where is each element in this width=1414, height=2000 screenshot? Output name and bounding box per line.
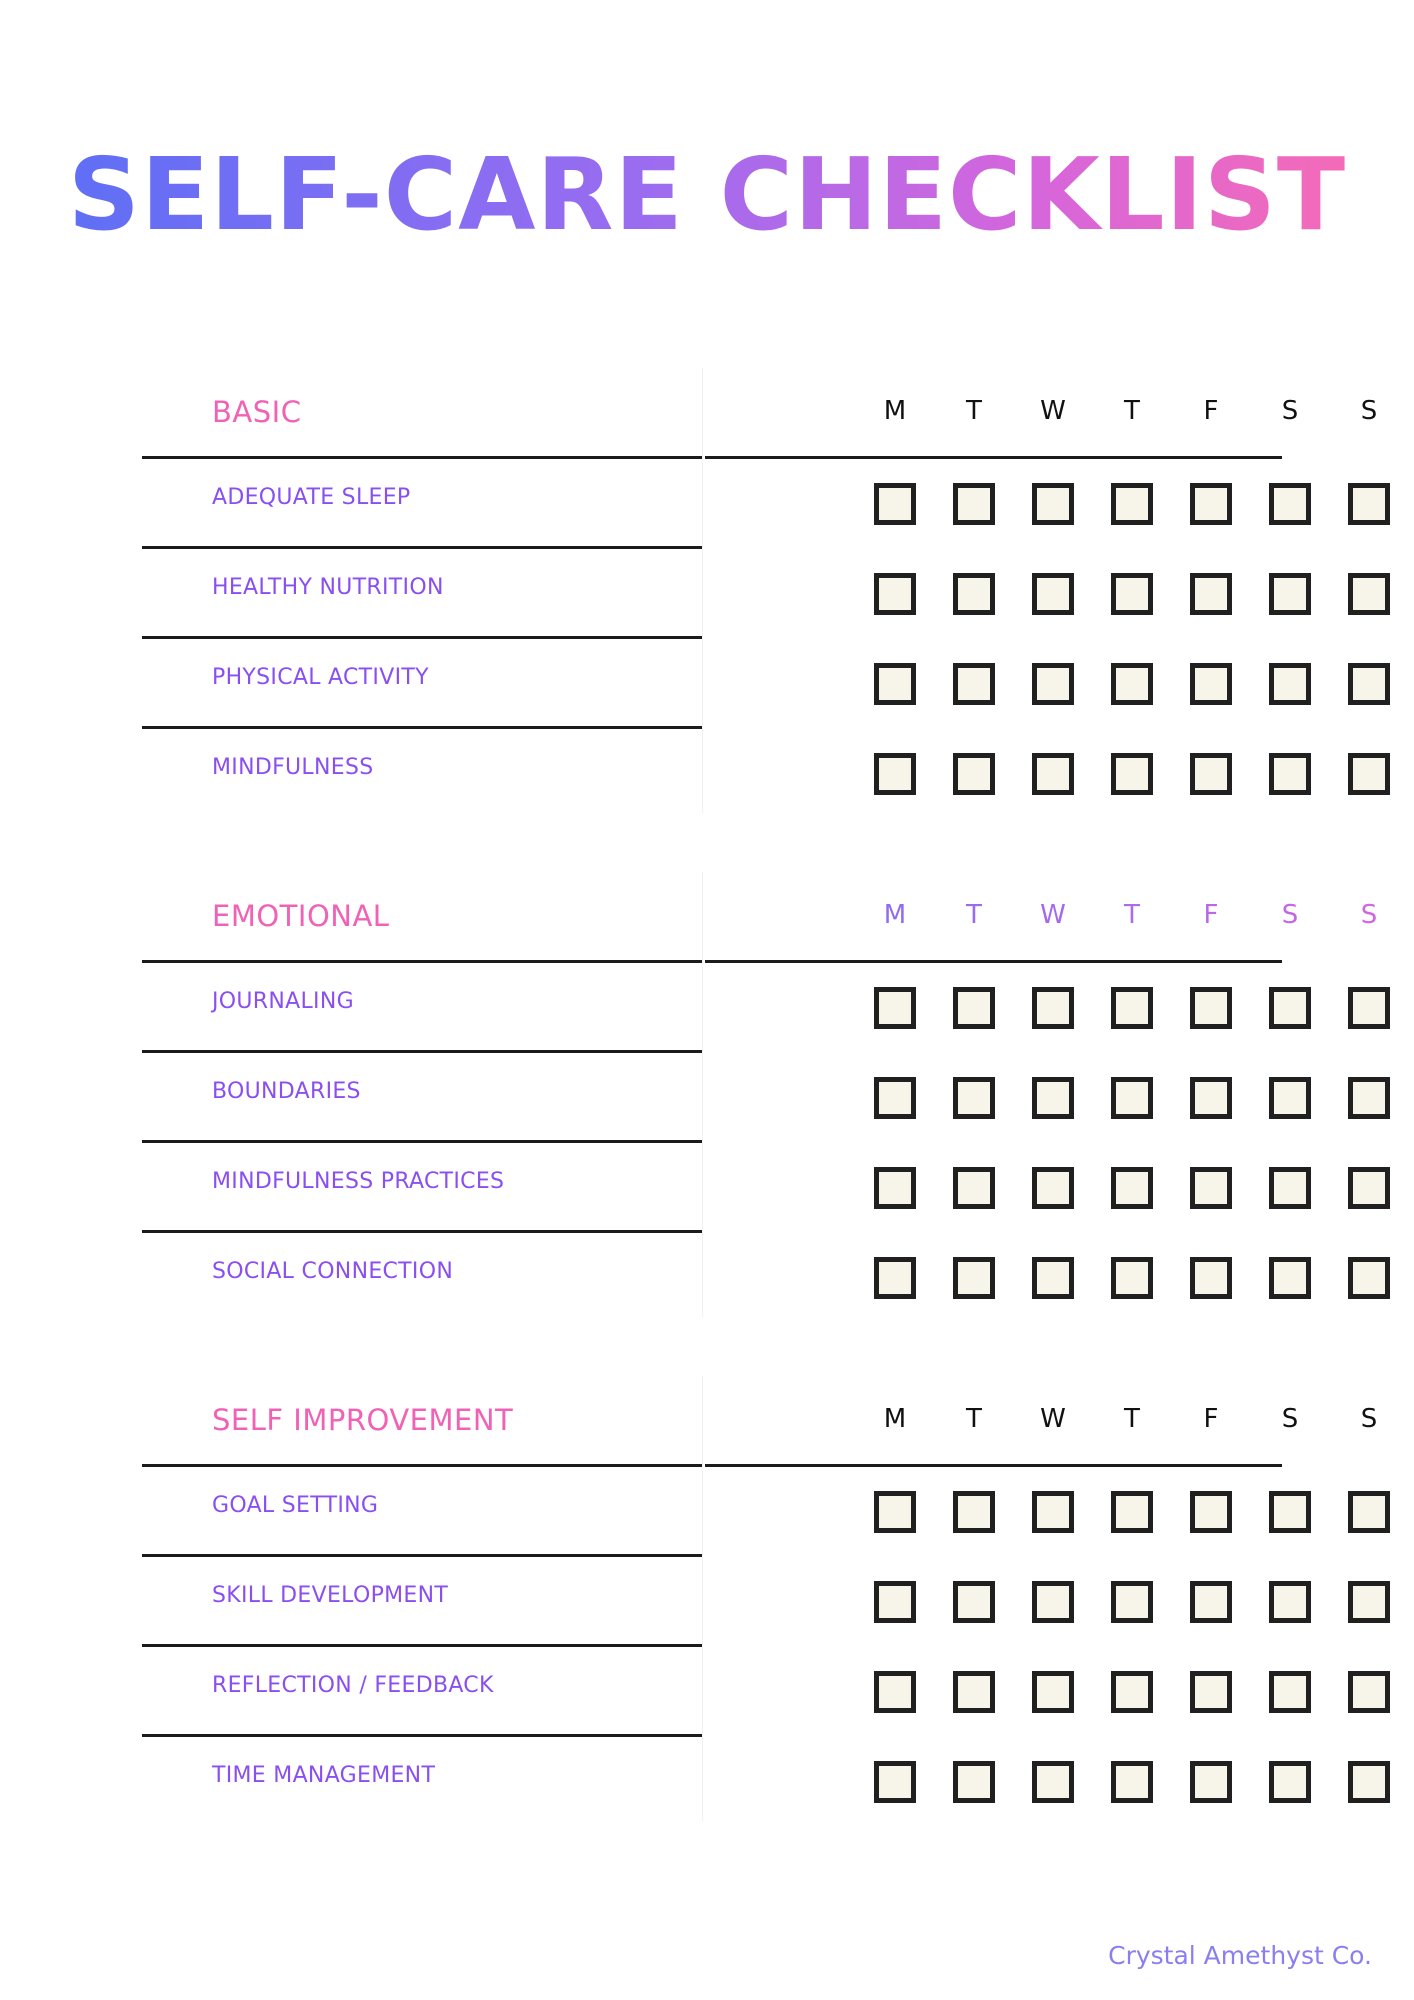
day-checkbox[interactable] [1269,753,1311,795]
day-checkbox[interactable] [1032,1077,1074,1119]
checklist-section [142,872,1378,1317]
day-checkbox[interactable] [1190,1761,1232,1803]
day-checkbox[interactable] [1032,1761,1074,1803]
header-divider [705,1464,1282,1467]
day-checkbox[interactable] [1348,1761,1390,1803]
day-checkbox[interactable] [1111,483,1153,525]
checklist-item-label: ADEQUATE SLEEP [212,485,411,510]
section-title: EMOTIONAL [212,899,390,933]
checklist-item-label: TIME MANAGEMENT [212,1763,436,1788]
checklist-row [142,456,1282,546]
day-header-row [702,898,1378,934]
row-divider [142,726,702,729]
checklist-item-label: HEALTHY NUTRITION [212,575,444,600]
checklist-item-label: JOURNALING [212,989,354,1014]
day-checkbox[interactable] [1111,1761,1153,1803]
checklist-item-label: MINDFULNESS PRACTICES [212,1169,505,1194]
day-checkbox[interactable] [1032,987,1074,1029]
day-checkbox[interactable] [874,1581,916,1623]
day-header-3: T [1124,396,1140,426]
day-checkbox[interactable] [953,1491,995,1533]
checklist-item-label: PHYSICAL ACTIVITY [212,665,429,690]
checklist-row [142,546,1282,636]
day-checkbox[interactable] [953,1257,995,1299]
day-checkbox[interactable] [1269,1077,1311,1119]
day-checkbox[interactable] [1269,663,1311,705]
day-checkbox[interactable] [1269,1257,1311,1299]
day-checkbox[interactable] [1032,573,1074,615]
day-checkbox[interactable] [1269,1581,1311,1623]
day-checkbox[interactable] [1190,1671,1232,1713]
day-checkbox[interactable] [1032,663,1074,705]
day-checkbox[interactable] [953,1581,995,1623]
day-header-1: T [966,900,982,930]
day-checkbox[interactable] [1190,1581,1232,1623]
day-checkbox[interactable] [1190,1077,1232,1119]
row-divider [142,1050,702,1053]
row-divider [142,1644,702,1647]
checklist-item-label: GOAL SETTING [212,1493,379,1518]
checklist-row [142,636,1282,726]
day-header-4: F [1203,396,1219,426]
day-checkbox[interactable] [1269,1761,1311,1803]
row-divider [142,1554,702,1557]
checklist-row [142,1050,1282,1140]
checklist-item-label: REFLECTION / FEEDBACK [212,1673,494,1698]
day-checkbox[interactable] [1111,1167,1153,1209]
day-checkbox[interactable] [1032,1257,1074,1299]
page-title: SELF-CARE CHECKLIST [67,136,1347,253]
day-checkbox[interactable] [1348,1671,1390,1713]
day-checkbox[interactable] [1348,1491,1390,1533]
day-checkbox[interactable] [874,573,916,615]
day-checkbox[interactable] [874,1671,916,1713]
day-checkbox[interactable] [953,1761,995,1803]
day-checkbox[interactable] [1348,987,1390,1029]
day-checkbox[interactable] [874,1077,916,1119]
day-checkbox[interactable] [874,753,916,795]
checklist-row [142,1644,1282,1734]
day-header-6: S [1360,396,1378,426]
day-checkbox[interactable] [1111,663,1153,705]
day-checkbox[interactable] [874,1257,916,1299]
day-checkbox[interactable] [1348,1257,1390,1299]
day-checkbox[interactable] [1269,1491,1311,1533]
header-divider [705,960,1282,963]
day-checkbox[interactable] [953,1077,995,1119]
day-checkbox[interactable] [1190,1257,1232,1299]
day-checkbox[interactable] [953,753,995,795]
day-checkbox[interactable] [1111,1257,1153,1299]
day-header-5: S [1281,900,1299,930]
day-checkbox[interactable] [1348,1581,1390,1623]
day-checkbox[interactable] [1111,573,1153,615]
row-divider [142,456,702,459]
day-checkbox[interactable] [1348,483,1390,525]
day-checkbox[interactable] [1348,663,1390,705]
section-header [142,1376,1378,1464]
day-checkbox[interactable] [953,987,995,1029]
day-checkbox[interactable] [1032,1581,1074,1623]
row-divider [142,960,702,963]
section-header [142,872,1378,960]
day-checkbox[interactable] [953,1167,995,1209]
section-title: BASIC [212,395,302,429]
checklist-row [142,1554,1282,1644]
day-checkbox[interactable] [1190,753,1232,795]
day-checkbox[interactable] [1190,987,1232,1029]
day-header-3: T [1124,1404,1140,1434]
day-header-0: M [883,900,907,930]
day-checkbox[interactable] [1190,573,1232,615]
day-checkbox[interactable] [874,483,916,525]
section-rows [142,1464,1282,1824]
checklist-item-label: BOUNDARIES [212,1079,361,1104]
row-divider [142,1464,702,1467]
day-checkbox[interactable] [1348,1167,1390,1209]
day-header-3: T [1124,900,1140,930]
day-checkbox[interactable] [1111,987,1153,1029]
day-header-2: W [1040,900,1066,930]
section-rows [142,960,1282,1320]
day-checkbox[interactable] [1269,483,1311,525]
section-header [142,368,1378,456]
day-header-5: S [1281,396,1299,426]
row-divider [142,1734,702,1737]
day-header-1: T [966,1404,982,1434]
day-checkbox[interactable] [874,1167,916,1209]
day-checkbox[interactable] [953,573,995,615]
day-checkbox[interactable] [1032,1671,1074,1713]
day-header-4: F [1203,900,1219,930]
row-divider [142,1230,702,1233]
checklist-section [142,1376,1378,1821]
day-checkbox[interactable] [1032,1167,1074,1209]
day-checkbox[interactable] [1348,753,1390,795]
day-checkbox[interactable] [1348,573,1390,615]
day-header-6: S [1360,1404,1378,1434]
checklist-row [142,726,1282,816]
day-header-5: S [1281,1404,1299,1434]
day-header-2: W [1040,396,1066,426]
day-checkbox[interactable] [1190,663,1232,705]
day-checkbox[interactable] [1269,1671,1311,1713]
day-header-0: M [883,1404,907,1434]
day-checkbox[interactable] [953,663,995,705]
day-checkbox[interactable] [1032,483,1074,525]
day-checkbox[interactable] [1190,1167,1232,1209]
day-checkbox[interactable] [1032,753,1074,795]
checklist-item-label: MINDFULNESS [212,755,374,780]
row-divider [142,1140,702,1143]
day-checkbox[interactable] [1190,1491,1232,1533]
day-checkbox[interactable] [874,663,916,705]
checklist-row [142,1140,1282,1230]
day-checkbox[interactable] [1269,573,1311,615]
day-checkbox[interactable] [1269,987,1311,1029]
checklist-section [142,368,1378,813]
checklist-row [142,1734,1282,1824]
day-header-0: M [883,396,907,426]
day-header-2: W [1040,1404,1066,1434]
checklist-row [142,1230,1282,1320]
day-checkbox[interactable] [1111,753,1153,795]
checklist-row [142,960,1282,1050]
day-header-row [702,1402,1378,1438]
day-header-4: F [1203,1404,1219,1434]
day-header-1: T [966,396,982,426]
day-checkbox[interactable] [1032,1491,1074,1533]
row-divider [142,636,702,639]
header-divider [705,456,1282,459]
day-checkbox[interactable] [953,1671,995,1713]
day-checkbox[interactable] [1111,1491,1153,1533]
day-checkbox[interactable] [874,987,916,1029]
checklist-item-label: SOCIAL CONNECTION [212,1259,454,1284]
section-rows [142,456,1282,816]
day-checkbox[interactable] [1111,1671,1153,1713]
day-checkbox[interactable] [1111,1581,1153,1623]
day-checkbox[interactable] [1348,1077,1390,1119]
checklist-item-label: SKILL DEVELOPMENT [212,1583,449,1608]
day-checkbox[interactable] [953,483,995,525]
day-checkbox[interactable] [1269,1167,1311,1209]
row-divider [142,546,702,549]
day-checkbox[interactable] [1190,483,1232,525]
brand-label: Crystal Amethyst Co. [1108,1941,1372,1970]
section-title: SELF IMPROVEMENT [212,1403,514,1437]
checklist-row [142,1464,1282,1554]
day-checkbox[interactable] [874,1761,916,1803]
day-checkbox[interactable] [874,1491,916,1533]
day-checkbox[interactable] [1111,1077,1153,1119]
day-header-6: S [1360,900,1378,930]
day-header-row [702,394,1378,430]
